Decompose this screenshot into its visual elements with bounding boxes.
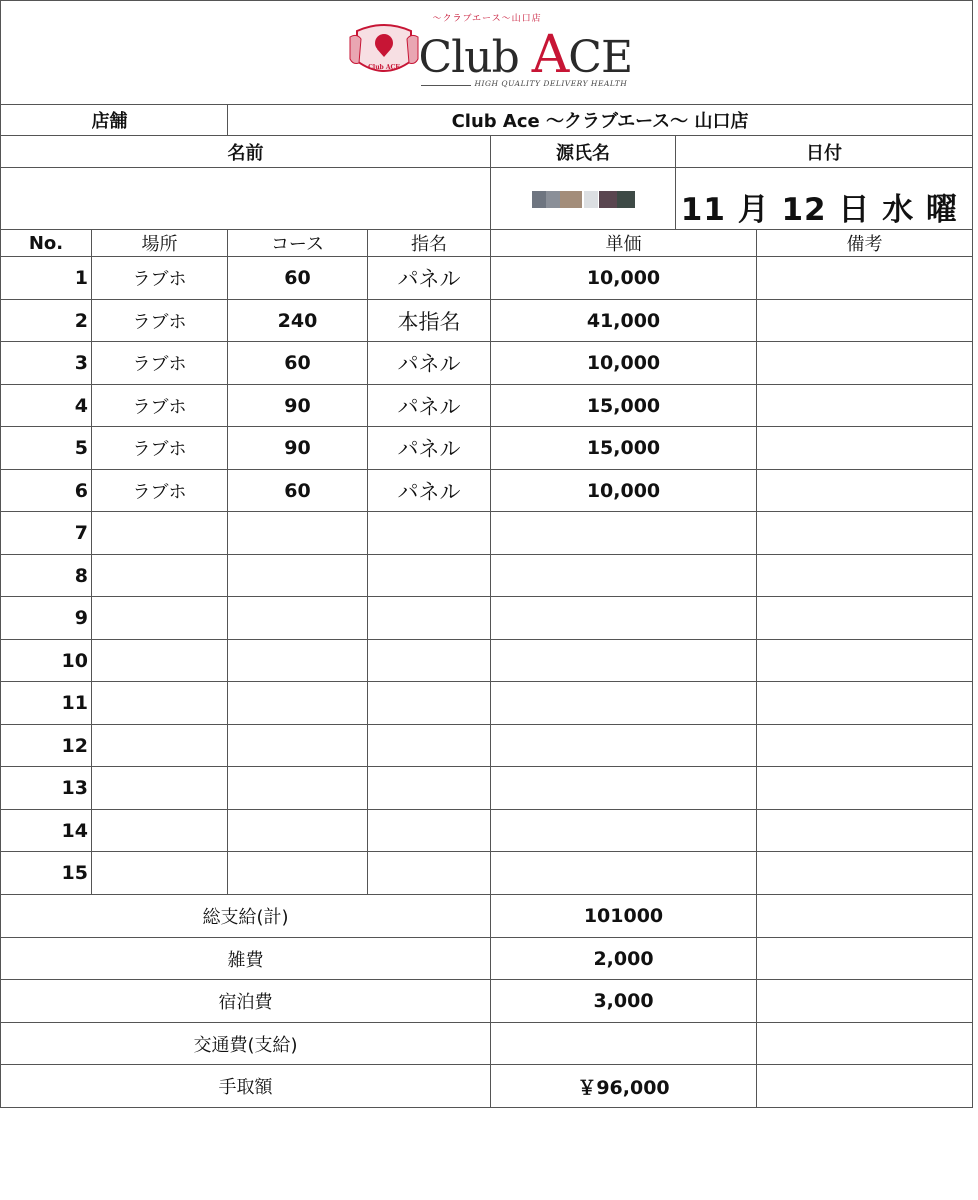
table-row: [1, 810, 973, 852]
genji-label: 源氏名: [491, 136, 676, 168]
cell-place[interactable]: ラブホ: [92, 257, 228, 300]
cell-price[interactable]: [491, 810, 757, 852]
cell-notes[interactable]: [757, 682, 973, 725]
cell-notes[interactable]: [757, 427, 973, 470]
row-number: 12: [1, 725, 92, 767]
svg-text:Club ACE: Club ACE: [367, 64, 400, 71]
summary-row: [1, 980, 973, 1023]
table-row: [1, 470, 973, 512]
cell-nomination[interactable]: パネル: [368, 342, 491, 385]
summary-label: 総支給(計): [1, 895, 491, 938]
cell-nomination[interactable]: [368, 682, 491, 725]
cell-course[interactable]: [228, 640, 368, 682]
row-number: 2: [1, 300, 92, 342]
cell-course[interactable]: [228, 767, 368, 810]
cell-notes[interactable]: [757, 342, 973, 385]
cell-place[interactable]: [92, 555, 228, 597]
cell-price[interactable]: [491, 725, 757, 767]
redacted-block: [599, 191, 635, 208]
row-number: 11: [1, 682, 92, 725]
cell-notes[interactable]: [757, 385, 973, 427]
table-row: [1, 342, 973, 385]
summary-value[interactable]: 3,000: [491, 980, 757, 1023]
cell-price[interactable]: [491, 682, 757, 725]
summary-label: 雑費: [1, 938, 491, 980]
row-number: 4: [1, 385, 92, 427]
cell-price[interactable]: 41,000: [491, 300, 757, 342]
row-number: 1: [1, 257, 92, 300]
cell-price[interactable]: 15,000: [491, 385, 757, 427]
summary-notes[interactable]: [757, 1065, 973, 1108]
cell-nomination[interactable]: [368, 810, 491, 852]
cell-course[interactable]: [228, 512, 368, 555]
table-row: [1, 512, 973, 555]
cell-notes[interactable]: [757, 640, 973, 682]
name-value[interactable]: [1, 168, 491, 230]
cell-nomination[interactable]: パネル: [368, 427, 491, 470]
cell-place[interactable]: [92, 597, 228, 640]
cell-course[interactable]: [228, 852, 368, 895]
col-header-price: 単価: [491, 230, 757, 257]
cell-price[interactable]: 10,000: [491, 257, 757, 300]
cell-notes[interactable]: [757, 257, 973, 300]
row-number: 10: [1, 640, 92, 682]
summary-value[interactable]: 101000: [491, 895, 757, 938]
brand-wordmark: Club ACE: [418, 25, 633, 85]
summary-row: [1, 1065, 973, 1108]
row-number: 13: [1, 767, 92, 810]
cell-place[interactable]: [92, 512, 228, 555]
summary-label: 手取額: [1, 1065, 491, 1108]
cell-course[interactable]: 60: [228, 470, 368, 512]
row-number: 3: [1, 342, 92, 385]
date-value: 11 月 12 日 水 曜: [680, 192, 959, 228]
summary-notes[interactable]: [757, 980, 973, 1023]
cell-notes[interactable]: [757, 597, 973, 640]
summary-label: 宿泊費: [1, 980, 491, 1023]
cell-place[interactable]: [92, 640, 228, 682]
table-row: [1, 555, 973, 597]
date-value-cell[interactable]: [676, 168, 973, 230]
row-number: 9: [1, 597, 92, 640]
cell-nomination[interactable]: [368, 512, 491, 555]
cell-price[interactable]: 10,000: [491, 342, 757, 385]
logo-arrow-line: [421, 85, 471, 86]
genji-value[interactable]: [491, 168, 676, 230]
table-row: [1, 640, 973, 682]
col-header-no: No.: [1, 230, 92, 257]
row-number: 15: [1, 852, 92, 895]
cell-notes[interactable]: [757, 300, 973, 342]
cell-price[interactable]: [491, 512, 757, 555]
cell-nomination[interactable]: [368, 852, 491, 895]
row-number: 6: [1, 470, 92, 512]
table-row: [1, 300, 973, 342]
table-row: [1, 852, 973, 895]
redacted-block: [532, 191, 582, 208]
cell-price[interactable]: 10,000: [491, 470, 757, 512]
cell-place[interactable]: ラブホ: [92, 385, 228, 427]
table-row: [1, 725, 973, 767]
summary-row: [1, 1023, 973, 1065]
cell-course[interactable]: 60: [228, 342, 368, 385]
summary-row: [1, 895, 973, 938]
cell-place[interactable]: ラブホ: [92, 342, 228, 385]
table-row: [1, 767, 973, 810]
row-number: 14: [1, 810, 92, 852]
cell-price[interactable]: [491, 555, 757, 597]
cell-nomination[interactable]: [368, 555, 491, 597]
store-label: 店舗: [92, 105, 228, 136]
cell-notes[interactable]: [757, 852, 973, 895]
cell-notes[interactable]: [757, 470, 973, 512]
name-label: 名前: [1, 136, 491, 168]
cell-notes[interactable]: [757, 512, 973, 555]
summary-value[interactable]: 2,000: [491, 938, 757, 980]
cell-notes[interactable]: [757, 555, 973, 597]
logo-kana: 〜クラブエース〜山口店: [432, 14, 542, 24]
cell-place[interactable]: ラブホ: [92, 427, 228, 470]
club-ace-logo: [347, 5, 633, 95]
summary-value[interactable]: [491, 1023, 757, 1065]
row-number: 8: [1, 555, 92, 597]
cell-course[interactable]: [228, 682, 368, 725]
cell-place[interactable]: [92, 682, 228, 725]
cell-nomination[interactable]: 本指名: [368, 300, 491, 342]
col-header-course: コース: [228, 230, 368, 257]
cell-course[interactable]: 90: [228, 427, 368, 470]
cell-course[interactable]: [228, 810, 368, 852]
cell-place[interactable]: [92, 810, 228, 852]
cell-notes[interactable]: [757, 810, 973, 852]
cell-place[interactable]: [92, 767, 228, 810]
cell-price[interactable]: 15,000: [491, 427, 757, 470]
cell-course[interactable]: [228, 725, 368, 767]
cell-price[interactable]: [491, 767, 757, 810]
row-number: 7: [1, 512, 92, 555]
crest-emblem-icon: [347, 19, 421, 79]
cell-course[interactable]: [228, 555, 368, 597]
cell-course[interactable]: 90: [228, 385, 368, 427]
table-row: [1, 257, 973, 300]
cell-place[interactable]: ラブホ: [92, 300, 228, 342]
date-label: 日付: [676, 136, 973, 168]
summary-row: [1, 938, 973, 980]
col-header-place: 場所: [92, 230, 228, 257]
cell-place[interactable]: ラブホ: [92, 470, 228, 512]
summary-notes[interactable]: [757, 895, 973, 938]
cell-nomination[interactable]: [368, 640, 491, 682]
table-row: [1, 385, 973, 427]
cell-nomination[interactable]: パネル: [368, 385, 491, 427]
cell-price[interactable]: [491, 640, 757, 682]
col-header-notes: 備考: [757, 230, 973, 257]
logo-tagline: HIGH QUALITY DELIVERY HEALTH: [474, 79, 628, 88]
logo-banner: [1, 1, 973, 105]
summary-notes[interactable]: [757, 938, 973, 980]
cell-course[interactable]: 240: [228, 300, 368, 342]
redacted-block: [584, 191, 598, 208]
cell-nomination[interactable]: パネル: [368, 257, 491, 300]
cell-notes[interactable]: [757, 767, 973, 810]
cell-price[interactable]: [491, 597, 757, 640]
store-label-cell: [1, 105, 92, 136]
cell-course[interactable]: 60: [228, 257, 368, 300]
store-value: Club Ace 〜クラブエース〜 山口店: [228, 105, 973, 136]
row-number: 5: [1, 427, 92, 470]
table-row: [1, 597, 973, 640]
cell-price[interactable]: [491, 852, 757, 895]
cell-nomination[interactable]: [368, 767, 491, 810]
cell-notes[interactable]: [757, 725, 973, 767]
table-row: [1, 427, 973, 470]
cell-course[interactable]: [228, 597, 368, 640]
table-row: [1, 682, 973, 725]
cell-place[interactable]: [92, 852, 228, 895]
cell-nomination[interactable]: [368, 597, 491, 640]
col-header-nomination: 指名: [368, 230, 491, 257]
summary-value[interactable]: ￥96,000: [491, 1065, 757, 1108]
cell-nomination[interactable]: パネル: [368, 470, 491, 512]
summary-notes[interactable]: [757, 1023, 973, 1065]
summary-label: 交通費(支給): [1, 1023, 491, 1065]
cell-nomination[interactable]: [368, 725, 491, 767]
cell-place[interactable]: [92, 725, 228, 767]
